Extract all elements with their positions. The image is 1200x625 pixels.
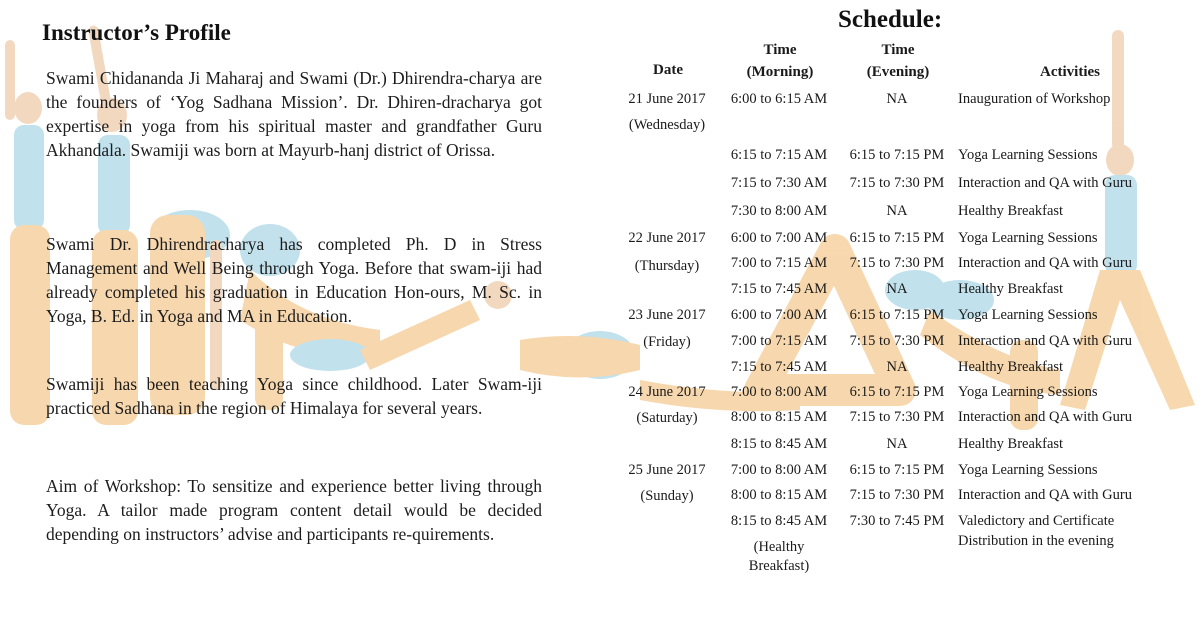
morning-time: 8:00 to 8:15 AM (730, 487, 828, 503)
morning-time: 6:15 to 7:15 AM (730, 147, 828, 163)
evening-time: 7:15 to 7:30 PM (849, 175, 945, 191)
day-date: 22 June 2017 (628, 230, 706, 246)
activity: Healthy Breakfast (958, 359, 1064, 375)
evening-time: 6:15 to 7:15 PM (849, 147, 945, 163)
profile-title: Instructor’s Profile (42, 20, 231, 45)
evening-time: 7:15 to 7:30 PM (849, 333, 945, 349)
header-evening-time: Time (881, 42, 915, 58)
activity: Yoga Learning Sessions (958, 462, 1098, 478)
day-weekday: (Sunday) (640, 488, 694, 504)
evening-time: NA (886, 203, 908, 219)
profile-paragraph-aim: Aim of Workshop: To sensitize and experience better living through Yoga. A tailor made program content detail would be decided depending on instructors’ advise and participants re-quirements. (46, 476, 542, 544)
morning-time: 7:15 to 7:45 AM (730, 359, 828, 375)
profile-paragraph-teaching: Swamiji has been teaching Yoga since childhood. Later Swam-iji practiced Sadhana in the region of Himalaya for several years. (46, 374, 542, 418)
profile-paragraph-founders: Swami Chidananda Ji Maharaj and Swami (Dr.) Dhirendra-charya are the founders of ‘Yog Sadhana Mission’. Dr. Dhiren-dracharya got expertise in yoga from his spiritual master and grandfather Guru Akhandala. Swamiji was born at Mayurb-hanj district of Orissa. (46, 68, 542, 160)
morning-time: 7:00 to 7:15 AM (730, 255, 828, 271)
evening-time: 7:15 to 7:30 PM (849, 409, 945, 425)
day-weekday: (Saturday) (636, 410, 698, 426)
evening-time: 7:30 to 7:45 PM (849, 513, 945, 529)
morning-time: 8:15 to 8:45 AM (730, 436, 828, 452)
activity: Yoga Learning Sessions (958, 147, 1098, 163)
header-morning-time: Time (763, 42, 797, 58)
evening-time: 6:15 to 7:15 PM (849, 462, 945, 478)
day-date: 23 June 2017 (628, 307, 706, 323)
header-activities: Activities (1040, 64, 1100, 80)
activity: Healthy Breakfast (958, 436, 1064, 452)
activity: Yoga Learning Sessions (958, 230, 1098, 246)
morning-time: 8:15 to 8:45 AM (730, 513, 828, 529)
profile-paragraph-education: Swami Dr. Dhirendracharya has completed Ph. D in Stress Management and Well Being through Yoga. Before that swam-iji had already completed his graduation in Education Hon-ours, M. Sc. in Yoga, B. Ed. in Yoga and MA in Education. (46, 234, 542, 326)
morning-time: 6:00 to 6:15 AM (730, 91, 828, 107)
activity: Yoga Learning Sessions (958, 307, 1098, 323)
day-date: 25 June 2017 (628, 462, 706, 478)
activity: Healthy Breakfast (958, 203, 1064, 219)
day-weekday: (Thursday) (634, 258, 700, 274)
breakfast-note-line-2: Breakfast) (748, 558, 810, 574)
evening-time: NA (886, 91, 908, 107)
morning-time: 7:30 to 8:00 AM (730, 203, 828, 219)
evening-time: 6:15 to 7:15 PM (849, 230, 945, 246)
activity: Interaction and QA with Guru (958, 175, 1132, 191)
header-morning-label: (Morning) (746, 64, 814, 80)
evening-time: 7:15 to 7:30 PM (849, 255, 945, 271)
morning-time: 7:15 to 7:45 AM (730, 281, 828, 297)
activity: Interaction and QA with Guru (958, 487, 1132, 503)
activity: Inauguration of Workshop (958, 91, 1111, 107)
day-weekday: (Friday) (643, 334, 691, 350)
evening-time: 6:15 to 7:15 PM (849, 307, 945, 323)
morning-time: 7:15 to 7:30 AM (730, 175, 828, 191)
activity: Interaction and QA with Guru (958, 333, 1132, 349)
activity: Yoga Learning Sessions (958, 384, 1098, 400)
activity: Healthy Breakfast (958, 281, 1064, 297)
morning-time: 6:00 to 7:00 AM (730, 230, 828, 246)
header-evening-label: (Evening) (866, 64, 930, 80)
day-date: 21 June 2017 (628, 91, 706, 107)
morning-time: 6:00 to 7:00 AM (730, 307, 828, 323)
evening-time: 6:15 to 7:15 PM (849, 384, 945, 400)
activity: Valedictory and Certificate (958, 513, 1115, 529)
evening-time: NA (886, 281, 908, 297)
evening-time: NA (886, 436, 908, 452)
activity-continued: Distribution in the evening (958, 533, 1114, 549)
day-weekday: (Wednesday) (628, 117, 706, 133)
activity: Interaction and QA with Guru (958, 255, 1132, 271)
evening-time: 7:15 to 7:30 PM (849, 487, 945, 503)
morning-time: 8:00 to 8:15 AM (730, 409, 828, 425)
morning-time: 7:00 to 8:00 AM (730, 384, 828, 400)
evening-time: NA (886, 359, 908, 375)
morning-time: 7:00 to 8:00 AM (730, 462, 828, 478)
morning-time: 7:00 to 7:15 AM (730, 333, 828, 349)
schedule-title: Schedule: (838, 6, 943, 33)
header-date: Date (653, 62, 683, 78)
day-date: 24 June 2017 (628, 384, 706, 400)
activity: Interaction and QA with Guru (958, 409, 1132, 425)
breakfast-note-line-1: (Healthy (753, 539, 805, 555)
